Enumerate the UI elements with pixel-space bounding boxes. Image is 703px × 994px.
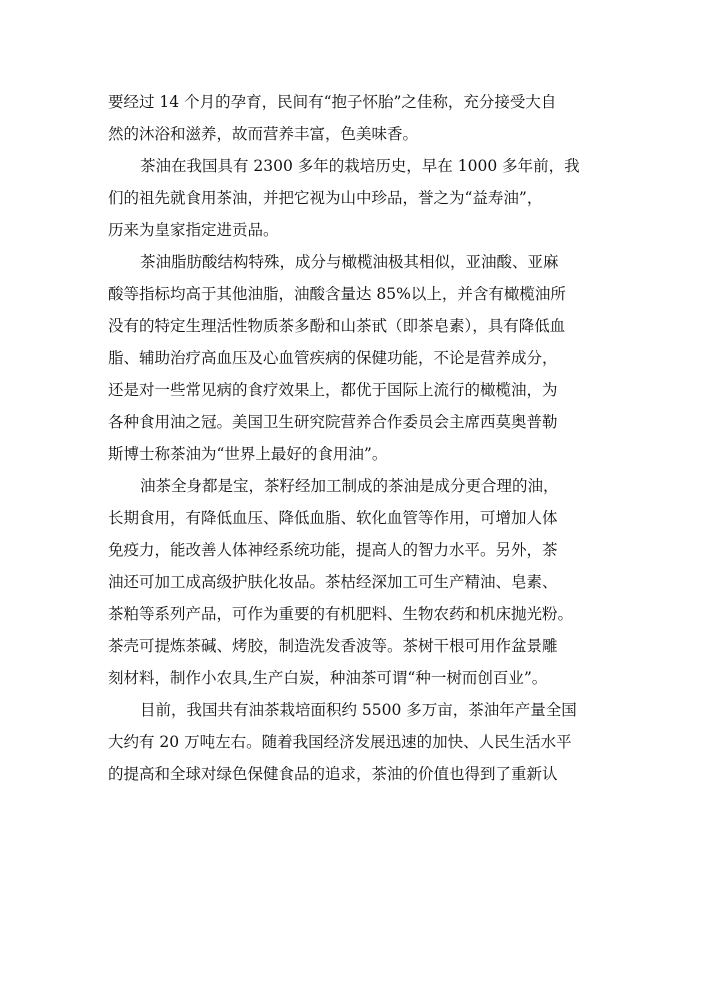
text-line: 长期食用，有降低血压、降低血脂、软化血管等作用，可增加人体 <box>108 509 558 527</box>
text-line: 斯博士称茶油为“世界上最好的食用油”。 <box>108 445 388 463</box>
text-line: 刻材料，制作小农具,生产白炭，种油茶可谓“种一树而创百业”。 <box>108 669 548 687</box>
text-line: 目前，我国共有油茶栽培面积约 5500 多万亩，茶油年产量全国 <box>140 701 577 719</box>
paragraph <box>108 246 596 470</box>
paragraph <box>108 150 596 246</box>
text-line: 各种食用油之冠。美国卫生研究院营养合作委员会主席西莫奥普勒 <box>108 413 558 431</box>
text-line: 历来为皇家指定进贡品。 <box>108 221 279 239</box>
text-line: 茶油在我国具有 2300 多年的栽培历史，早在 1000 多年前，我 <box>140 157 580 175</box>
text-line: 没有的特定生理活性物质茶多酚和山茶甙（即茶皂素），具有降低血 <box>108 317 566 335</box>
text-line: 油茶全身都是宝，茶籽经加工制成的茶油是成分更合理的油， <box>140 477 559 495</box>
text-line: 免疫力，能改善人体神经系统功能，提高人的智力水平。另外，茶 <box>108 541 558 559</box>
text-line: 茶壳可提炼茶碱、烤胶，制造洗发香波等。茶树干根可用作盆景雕 <box>108 637 558 655</box>
text-line: 脂、辅助治疗高血压及心血管疾病的保健功能，不论是营养成分， <box>108 349 558 367</box>
text-line: 要经过 14 个月的孕育，民间有“抱子怀胎”之佳称，充分接受大自 <box>108 93 557 111</box>
text-line: 酸等指标均高于其他油脂，油酸含量达 85%以上，并含有橄榄油所 <box>108 285 566 303</box>
text-line: 然的沐浴和滋养，故而营养丰富，色美味香。 <box>108 125 419 143</box>
text-line: 茶粕等系列产品，可作为重要的有机肥料、生物农药和机床抛光粉。 <box>108 605 574 623</box>
text-line: 油还可加工成高级护肤化妆品。茶枯经深加工可生产精油、皂素、 <box>108 573 558 591</box>
paragraph <box>108 86 596 150</box>
text-line: 茶油脂肪酸结构特殊，成分与橄榄油极其相似，亚油酸、亚麻 <box>140 253 559 271</box>
text-line: 还是对一些常见病的食疗效果上，都优于国际上流行的橄榄油，为 <box>108 381 558 399</box>
text-line: 们的祖先就食用茶油，并把它视为山中珍品，誉之为“益寿油”， <box>108 189 543 207</box>
paragraph <box>108 470 596 694</box>
text-line: 大约有 20 万吨左右。随着我国经济发展迅速的加快、人民生活水平 <box>108 733 572 751</box>
text-line: 的提高和全球对绿色保健食品的追求，茶油的价值也得到了重新认 <box>108 765 558 783</box>
paragraph <box>108 694 596 790</box>
document-body <box>108 86 596 790</box>
